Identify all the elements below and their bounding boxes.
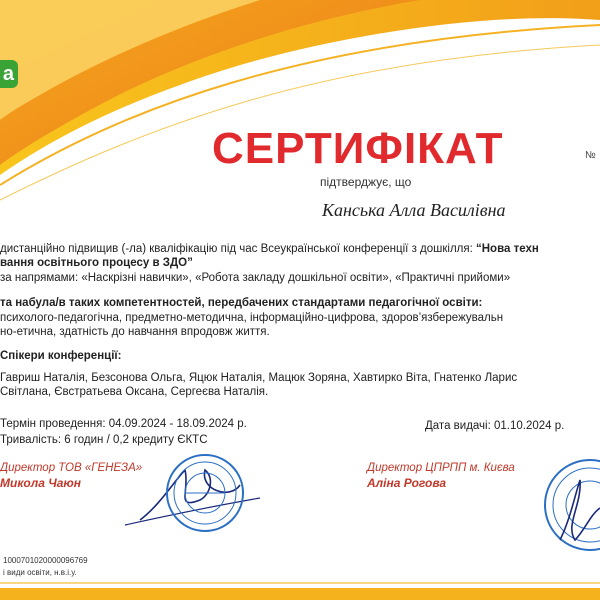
duration: Тривалість: 6 годин / 0,2 кредиту ЄКТС — [0, 434, 208, 446]
left-signatory-name: Микола Чаюн — [0, 476, 82, 490]
confirms-text: підтверджує, що — [320, 175, 412, 189]
right-signatory-title: Директор ЦПРПП м. Києва — [367, 462, 515, 474]
speakers-heading: Спікери конференції: — [0, 350, 122, 362]
left-signatory-title: Директор ТОВ «ГЕНЕЗА» — [0, 462, 143, 474]
certificate-title: СЕРТИФІКАТ — [212, 124, 504, 173]
recipient-name: Канська Алла Василівна — [322, 200, 506, 220]
term-dates: Термін проведення: 04.09.2024 - 18.09.2024 р. — [0, 418, 247, 430]
directions-line: за напрямами: «Наскрізні навички», «Робота закладу дошкільної освіти», «Практичні прийоми» — [0, 272, 511, 284]
conference-title-part-2: вання освітнього процесу в ЗДО” — [0, 257, 193, 269]
issue-date: Дата видачі: 01.10.2024 р. — [425, 420, 565, 432]
certificate-number-sign: № — [585, 150, 596, 161]
logo-badge: a — [0, 60, 18, 88]
certificate-code: 1000701020000096769 — [3, 556, 88, 565]
competences-line-2: но-етична, здатність до навчання впродовж життя. — [0, 326, 270, 338]
bottom-band — [0, 588, 600, 600]
body-line-1 — [0, 243, 539, 255]
footer-note: і види освіти, н.в.і.у. — [3, 568, 77, 577]
signature-scribble-right — [560, 480, 600, 540]
competences-line-1: психолого-педагогічна, предметно-методична, інформаційно-цифрова, здоров’язбережувальн — [0, 312, 504, 324]
speakers-line-1: Гавриш Наталія, Безсонова Ольга, Яцюк Наталія, Мацюк Зоряна, Хавтирко Віта, Гнатенко Ларис — [0, 372, 518, 384]
conference-title-part-1: “Нова техн — [476, 243, 539, 255]
stamp-left — [167, 455, 243, 531]
body-line-1-text: дистанційно підвищив (-ла) кваліфікацію під час Всеукраїнської конференції з дошкілля: — [0, 243, 476, 255]
right-signatory-name: Аліна Рогова — [367, 476, 447, 490]
competences-heading: та набула/в таких компетентностей, передбачених стандартами педагогічної освіти: — [0, 297, 483, 309]
speakers-line-2: Світлана, Євстратьева Оксана, Сергеєва Наталія. — [0, 386, 269, 398]
